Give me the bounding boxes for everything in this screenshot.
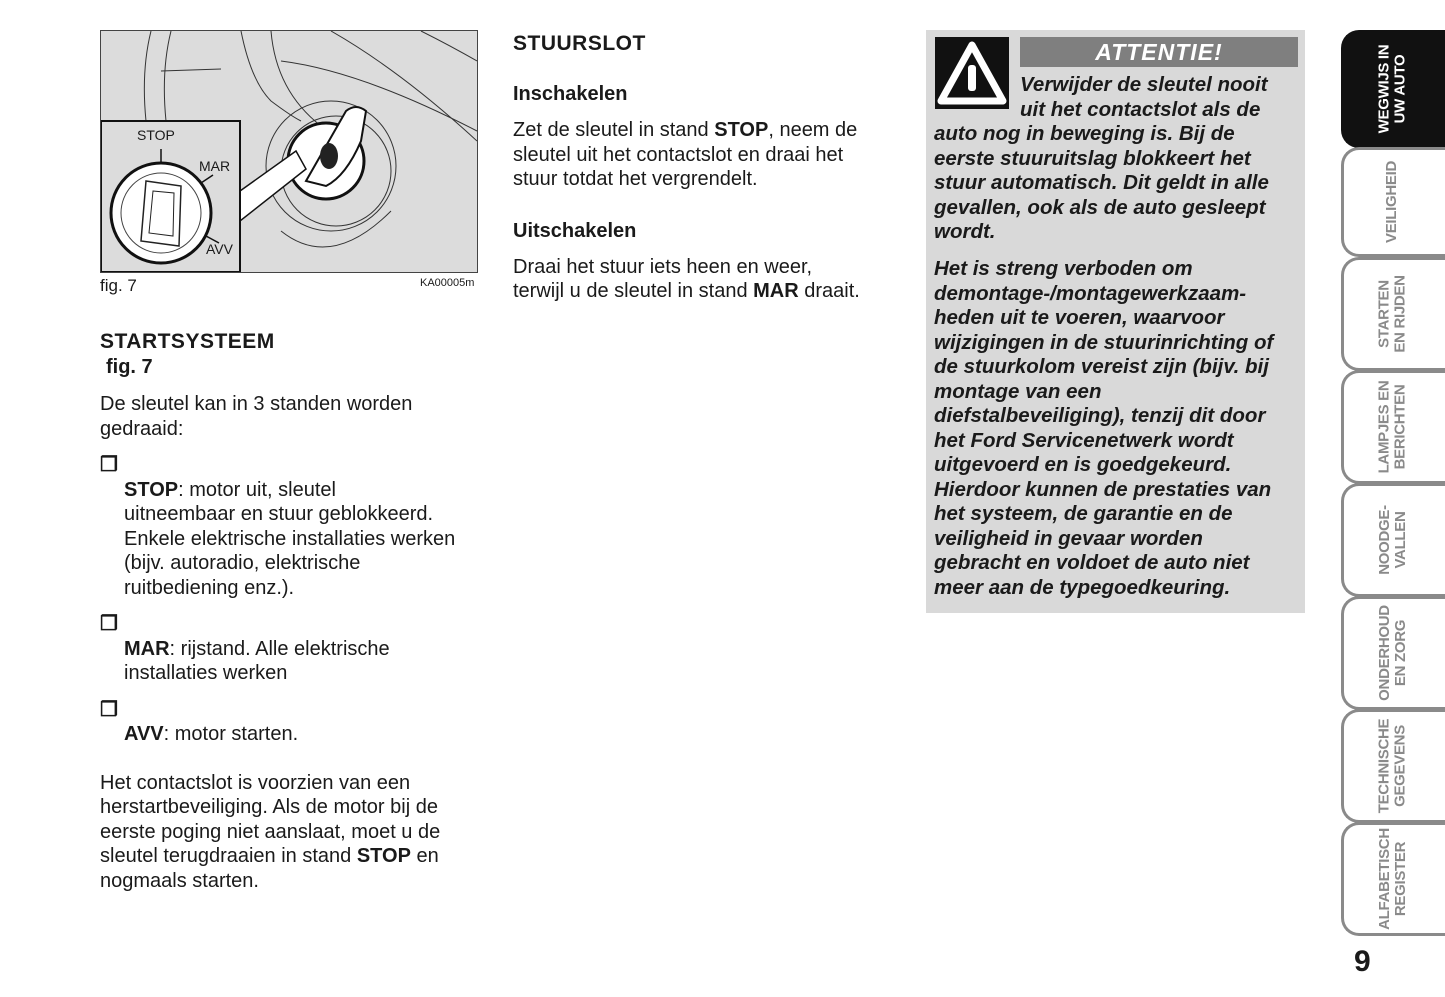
figure-code: KA00005m: [420, 277, 475, 289]
tab-alfabetisch-register[interactable]: [1341, 822, 1445, 936]
list-item: [100, 698, 485, 747]
tab-label: ALFABETISCH REGISTER: [1375, 828, 1409, 930]
item-term: MAR: [124, 637, 170, 660]
attention-para1-head: Verwijder de sleutel nooit uit het contactslot als de: [1020, 73, 1268, 121]
text-end: draait.: [798, 280, 860, 302]
ignition-figure: [100, 30, 478, 273]
text: Zet de sleutel in stand: [513, 119, 715, 141]
inschakelen-text: [513, 118, 913, 192]
item-text: : motor uit, sleutel uitneembaar en stuur geblokkeerd. Enkele elektrische installaties werken (bijv. autoradio, elektrische ruitbediening enz.).: [124, 478, 456, 599]
bold: MAR: [753, 280, 799, 302]
fig-reference: fig. 7: [106, 356, 153, 378]
list-item: [100, 453, 485, 600]
uitschakelen-heading: Uitschakelen: [513, 219, 637, 242]
tab-wegwijs-in-uw-auto[interactable]: [1341, 30, 1445, 148]
tab-label: WEGWIJS IN UW AUTO: [1375, 44, 1409, 134]
tab-label: ONDERHOUD EN ZORG: [1375, 605, 1409, 701]
inschakelen-heading: Inschakelen: [513, 83, 628, 105]
tab-onderhoud-en-zorg[interactable]: [1341, 596, 1445, 710]
list-item: [100, 612, 485, 686]
avv-label: AVV: [206, 241, 233, 257]
ignition-key-illustration: [101, 31, 477, 272]
stuurslot-heading: STUURSLOT: [513, 32, 646, 55]
tab-label: NOODGE- VALLEN: [1375, 505, 1409, 575]
uitschakelen-text: [513, 255, 913, 304]
item-text: : rijstand. Alle elektrische installaties werken: [124, 637, 390, 684]
tab-noodgevallen[interactable]: [1341, 483, 1445, 597]
attention-para1-body: auto nog in beweging is. Bij de eerste stuuruitslag blokkeert het stuur automatisch. Dit geldt in alle gevallen, ook als de auto gesleept wordt.: [934, 122, 1269, 243]
tab-label: LAMPJES EN BERICHTEN: [1375, 380, 1409, 474]
text: Draai het stuur iets heen en weer, terwijl u de sleutel in stand: [513, 255, 813, 302]
tab-veiligheid[interactable]: [1341, 147, 1445, 257]
page-number: 9: [1354, 945, 1371, 978]
tab-label: STARTEN EN RIJDEN: [1375, 275, 1409, 353]
stop-label: STOP: [137, 127, 175, 143]
tab-label: VEILIGHEID: [1383, 160, 1401, 244]
restart-protection-note: [100, 771, 485, 894]
checkbox-bullet-icon: ❒: [100, 454, 118, 476]
mar-label: MAR: [199, 158, 231, 174]
startsysteem-intro: De sleutel kan in 3 standen worden gedraaid:: [100, 393, 413, 440]
item-text: : motor starten.: [163, 723, 299, 745]
text-end: , neem de sleutel uit het contactslot en draai het stuur totdat het vergrendelt.: [513, 119, 858, 190]
checkbox-bullet-icon: ❒: [100, 613, 118, 635]
warning-triangle-icon: [935, 37, 1009, 109]
attention-para2: Het is streng verboden om demontage-/montagewerkzaam- heden uit te voeren, waarvoor wijzigingen in de stuurinrichting of de stuurkolom vereist zijn (bijv. bij montage van een diefstalbeveiliging), tenzij dit door het Ford Servicenetwerk wordt uitgevoerd en is goedgekeurd. Hierdoor kunnen de prestaties van het systeem, de garantie en de veiligheid in gevaar worden gebracht en voldoet de auto niet meer aan de typegoedkeuring.: [934, 257, 1274, 599]
note-bold: STOP: [356, 845, 411, 867]
tab-technische-gegevens[interactable]: [1341, 709, 1445, 823]
tab-label: TECHNISCHE GEGEVENS: [1375, 718, 1409, 814]
figure-caption: fig. 7: [100, 276, 137, 295]
note-text: Het contactslot is voorzien van een herstartbeveiliging. Als de motor bij de eerste poging niet aanslaat, moet u de sleutel terugdraaien in stand: [100, 771, 441, 867]
tab-starten-en-rijden[interactable]: [1341, 257, 1445, 371]
note-text-end: en nogmaals starten.: [100, 845, 439, 892]
tab-lampjes-en-berichten[interactable]: [1341, 370, 1445, 484]
item-term: AVV: [124, 723, 164, 745]
attention-title: ATTENTIE!: [1020, 37, 1298, 67]
startsysteem-heading: STARTSYSTEEM: [100, 330, 275, 353]
bold: STOP: [714, 119, 769, 141]
checkbox-bullet-icon: ❒: [100, 698, 118, 721]
item-term: STOP: [124, 478, 179, 501]
